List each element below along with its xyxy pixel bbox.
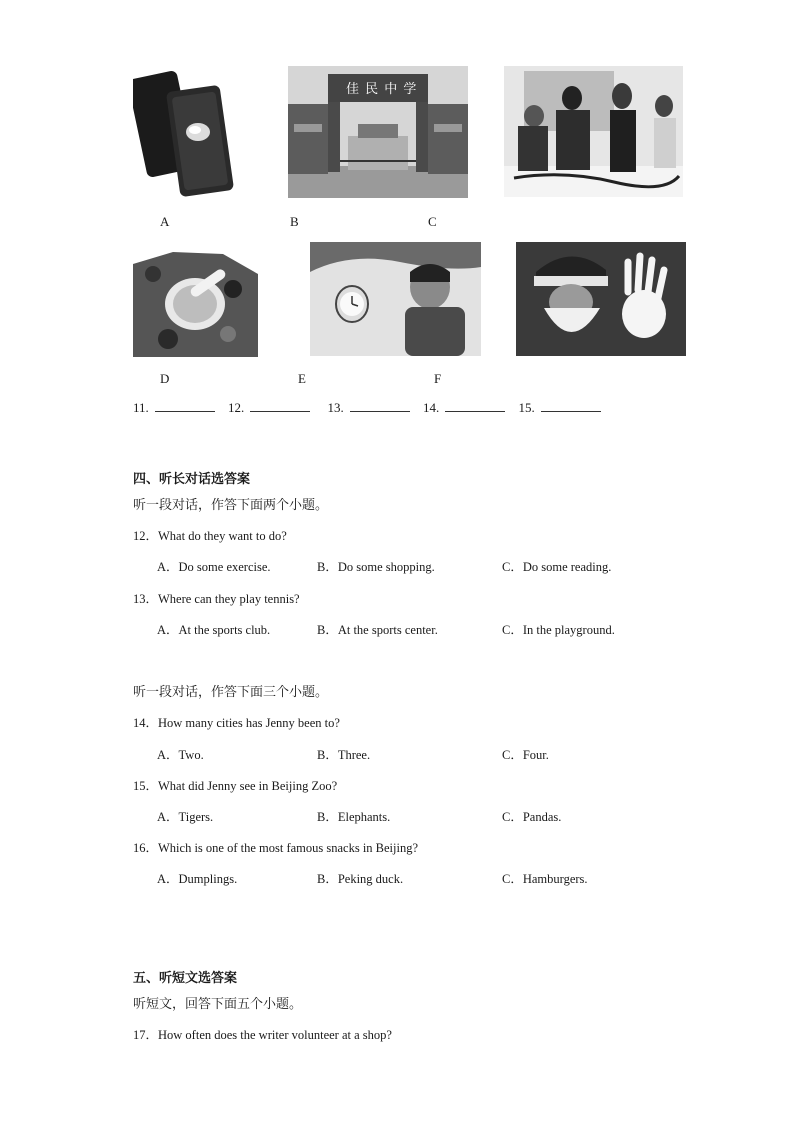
q16-option-a[interactable]: A．Dumplings. [157,872,238,886]
school-gate-image [288,66,468,198]
smartphone-image [133,70,238,198]
question-13: 13．Where can they play tennis? [133,592,300,606]
question-15: 15．What did Jenny see in Beijing Zoo? [133,779,338,793]
answer-blank-12[interactable]: 12. [228,400,310,416]
q15-option-c[interactable]: C．Pandas. [502,810,562,824]
question-14: 14．How many cities has Jenny been to? [133,716,340,730]
medicine-herbs-image [133,244,258,357]
q14-option-a[interactable]: A．Two. [157,748,204,762]
section5-title: 五、听短文选答案 [133,971,238,986]
question-16: 16．Which is one of the most famous snacks in Beijing? [133,841,419,855]
image-label-b: B [290,214,299,229]
q15-option-b[interactable]: B．Elephants. [317,810,391,824]
sleeping-boy-alarm-clock-image [310,242,481,356]
image-label-f: F [434,371,442,386]
question-12: 12．What do they want to do? [133,529,287,543]
people-painting-image [504,66,683,197]
dialog2-intro: 听一段对话，作答下面三个小题。 [133,685,329,700]
image-label-e: E [298,371,306,386]
q14-option-b[interactable]: B．Three. [317,748,371,762]
answer-blank-11[interactable]: 11. [133,400,215,416]
image-label-a: A [160,214,170,229]
santa-claus-image [516,242,686,356]
image-label-d: D [160,371,170,386]
q13-option-b[interactable]: B．At the sports center. [317,623,438,637]
gate-sign-text: 佳 民 中 学 [346,82,418,97]
q12-option-c[interactable]: C．Do some reading. [502,560,612,574]
q16-option-c[interactable]: C．Hamburgers. [502,872,588,886]
q16-option-b[interactable]: B．Peking duck. [317,872,404,886]
q14-option-c[interactable]: C．Four. [502,748,549,762]
section5-intro: 听短文，回答下面五个小题。 [133,997,303,1012]
image-label-c: C [428,214,437,229]
q15-option-a[interactable]: A．Tigers. [157,810,214,824]
q12-option-a[interactable]: A．Do some exercise. [157,560,271,574]
section4-title: 四、听长对话选答案 [133,472,251,487]
q12-option-b[interactable]: B．Do some shopping. [317,560,435,574]
answer-blank-15[interactable]: 15. [519,400,601,416]
answer-blanks-row [133,400,611,416]
answer-blank-14[interactable]: 14. [423,400,505,416]
q13-option-c[interactable]: C．In the playground. [502,623,615,637]
question-17: 17．How often does the writer volunteer at a shop? [133,1028,392,1042]
dialog1-intro: 听一段对话，作答下面两个小题。 [133,498,329,513]
answer-blank-13[interactable]: 13. [328,400,410,416]
q13-option-a[interactable]: A．At the sports club. [157,623,271,637]
